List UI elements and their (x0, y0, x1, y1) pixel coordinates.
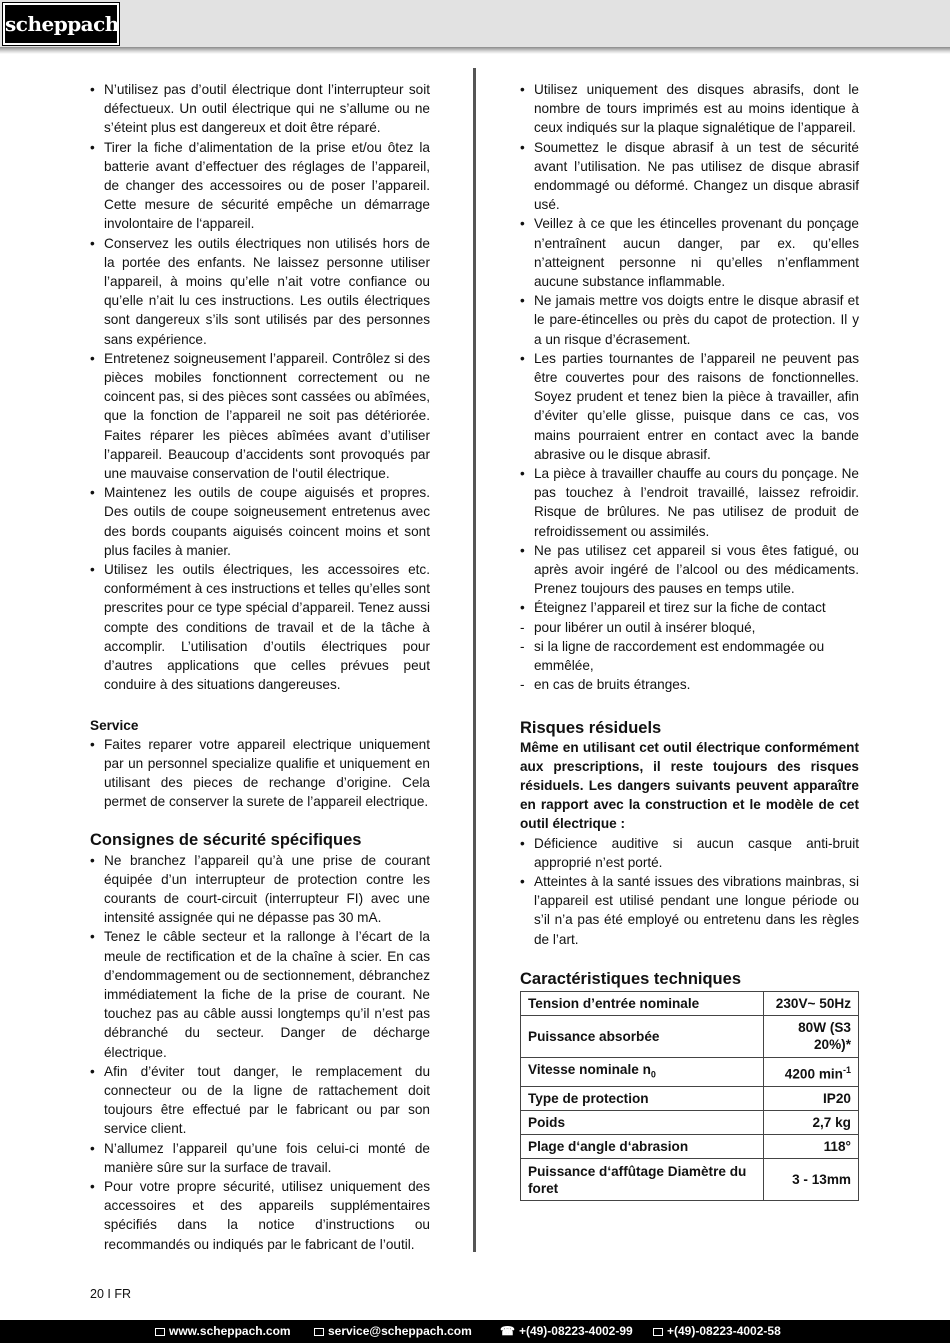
table-row (521, 1135, 859, 1159)
page-number: 20 I FR (90, 1287, 131, 1301)
list-item: • Conservez les outils électriques non utilisés hors de la portée des enfants. Ne laissez personne utiliser l’appareil, à moins qu’elle n’ait votre confiance ou qu’elle n’ait lu ces instructions. Les outils électriques sont dangereux s’ils sont utilisés par des personnes sans expérience. (90, 234, 430, 349)
phone-icon: ☎ (500, 1324, 515, 1338)
list-item: • Soumettez le disque abrasif à un test de sécurité avant l’utilisation. Ne pas utilisez de disque abrasif endommagé ou déformé. Changez un disque abrasif usé. (520, 138, 859, 215)
spec-label: Poids (521, 1111, 764, 1135)
column-divider (473, 68, 476, 1252)
list-item: • La pièce à travailler chauffe au cours du ponçage. Ne pas touchez à l’endroit travaillé, laissez refroidir. Risque de brûlures. Ne pas utilisez de produit de refroidissement ou assimilés. (520, 464, 859, 541)
spec-table (520, 991, 859, 1202)
right-column (520, 80, 859, 1201)
scheppach-logo: scheppach (3, 3, 119, 45)
risques-heading: Risques résiduels (520, 718, 662, 737)
spec-label: Plage d‘angle d‘abrasion (521, 1135, 764, 1159)
footer-fax-text: +(49)-08223-4002-58 (667, 1324, 781, 1338)
list-item: • Les parties tournantes de l’appareil ne peuvent pas être couvertes pour des raisons de fonctionnelles. Soyez prudent et tenez bien la pièce à travailler, afin d’éviter qu’elle glisse, puisque dans ce cas, vos mains pourraient entrer en contact avec la bande abrasive ou le disque abrasif. (520, 349, 859, 464)
computer-icon (155, 1328, 165, 1336)
list-item: • N’utilisez pas d’outil électrique dont l’interrupteur soit défectueux. Un outil électrique qui ne s’allume ou ne s’éteint plus est dangereux et doit être réparé. (90, 80, 430, 138)
spec-label: Type de protection (521, 1087, 764, 1111)
spec-label: Puissance d‘affûtage Diamètre du foret (521, 1159, 764, 1201)
list-item: • Entretenez soigneusement l’appareil. Contrôlez si des pièces mobiles fonctionnent correctement ou ne coincent pas, si des pièces sont cassées ou abîmées, que la fonction de l’appareil ne soit pas détériorée. Faites réparer les pièces abîmées avant d’utiliser l’appareil. Beaucoup d’accidents sont provoqués par une mauvaise conservation de l‘outil électrique. (90, 349, 430, 483)
table-row (521, 1057, 859, 1087)
table-row (521, 1159, 859, 1201)
spec-value: 118° (764, 1135, 859, 1159)
switch-off-cases-list (520, 618, 859, 695)
list-item: • Faites reparer votre appareil electrique uniquement par un personnel specialize qualifie et uniquement en utilisant des pieces de rechange d’origine. Cela permet de conserver la surete de l’appareil electrique. (90, 735, 430, 812)
list-item: • Veillez à ce que les étincelles provenant du ponçage n’entraînent aucun danger, par ex. qu’elles n’atteignent personne ni qu’elles n’enflamment aucune substance inflammable. (520, 214, 859, 291)
dash-item: - pour libérer un outil à insérer bloqué, (520, 618, 859, 637)
list-item: • Utilisez uniquement des disques abrasifs, dont le nombre de tours imprimés est au moins identique à ceux indiqués sur la plaque signalétique de l’appareil. (520, 80, 859, 138)
list-item: • Éteignez l’appareil et tirez sur la fiche de contact (520, 598, 859, 617)
table-row (521, 1087, 859, 1111)
spec-value: 2,7 kg (764, 1111, 859, 1135)
list-item: • Maintenez les outils de coupe aiguisés et propres. Des outils de coupe soigneusement entretenus avec des bords coupants aiguisés coincent moins et sont plus faciles à manier. (90, 483, 430, 560)
spec-value: 80W (S3 20%)* (764, 1015, 859, 1057)
list-item: • Utilisez les outils électriques, les accessoires etc. conformément à ces instructions et telles qu’elles sont prescrites pour ce type spécial d’appareil. Tenez aussi compte des conditions de travail et de la tâche à accomplir. L’utilisation d’outils électriques pour d’autres applications que celles prévues peut conduire à des situations dangereuses. (90, 560, 430, 694)
service-heading: Service (90, 717, 139, 733)
list-item: • Ne pas utilisez cet appareil si vous êtes fatigué, ou après avoir ingéré de l’alcool ou des médicaments. Prenez toujours des pauses en temps utile. (520, 541, 859, 599)
list-item: • Tirer la fiche d’alimentation de la prise et/ou ôtez la batterie avant d’effectuer des réglages de l’appareil, de changer des accessoires ou de poser l’appareil. Cette mesure de sécurité empêche un démarrage involontaire de l‘appareil. (90, 138, 430, 234)
service-list (90, 735, 430, 812)
spec-value-text: 4200 min (784, 1066, 843, 1082)
table-row (521, 1015, 859, 1057)
footer-bar (0, 1320, 950, 1343)
list-item: • Atteintes à la santé issues des vibrations mainbras, si l’appareil est utilisé pendant une longue période ou s’il n’a pas été employé ou entretenu dans les règles de l’art. (520, 872, 859, 949)
spec-value: 230V~ 50Hz (764, 991, 859, 1015)
footer-email-text: service@scheppach.com (328, 1324, 472, 1338)
spec-label-text: Vitesse nominale n (528, 1061, 651, 1077)
general-safety-list (90, 80, 430, 695)
spec-value-sup: -1 (842, 1064, 851, 1075)
list-item: • N’allumez l’appareil qu’une fois celui-ci monté de manière sûre sur la surface de travail. (90, 1139, 430, 1177)
dash-item: - si la ligne de raccordement est endommagée ou emmêlée, (520, 637, 859, 675)
list-item: • Ne jamais mettre vos doigts entre le disque abrasif et le pare-étincelles ou près du capot de protection. Il y a un risque d’écrasement. (520, 291, 859, 349)
footer-fax (653, 1320, 781, 1343)
list-item: • Déficience auditive si aucun casque anti-bruit approprié n’est porté. (520, 834, 859, 872)
table-row (521, 991, 859, 1015)
consignes-list (90, 851, 430, 1254)
risques-list (520, 834, 859, 949)
spec-label: Tension d’entrée nominale (521, 991, 764, 1015)
spec-value: IP20 (764, 1087, 859, 1111)
list-item: • Pour votre propre sécurité, utilisez uniquement des accessoires et des appareils supplémentaires spécifiés dans la notice d’instructions ou recommandés ou indiqués par le fabricant de l’outil. (90, 1177, 430, 1254)
spec-label: Puissance absorbée (521, 1015, 764, 1057)
fax-icon (653, 1328, 663, 1336)
spec-label-sub: 0 (650, 1069, 656, 1080)
header-bar (0, 0, 950, 47)
list-item: • Afin d’éviter tout danger, le remplacement du connecteur ou de la ligne de rattachement doit toujours être effectué par le fabricant ou par son service client. (90, 1062, 430, 1139)
list-item: • Ne branchez l’appareil qu’à une prise de courant équipée d’un interrupteur de protection contre les courants de court-circuit (interrupteur FI) avec une intensité assignée qui ne dépasse pas 30 mA. (90, 851, 430, 928)
footer-website-text: www.scheppach.com (169, 1324, 291, 1338)
footer-email[interactable] (314, 1320, 472, 1343)
spec-value (764, 1057, 859, 1087)
left-column (90, 80, 430, 1254)
footer-website[interactable] (155, 1320, 291, 1343)
footer-phone-text: +(49)-08223-4002-99 (518, 1324, 633, 1338)
risques-intro: Même en utilisant cet outil électrique conformément aux prescriptions, il reste toujours des risques résiduels. Les dangers suivants peuvent apparaître en rapport avec la construction et le modèle de cet outil électrique : (520, 739, 859, 832)
table-row (521, 1111, 859, 1135)
spec-label (521, 1057, 764, 1087)
footer-phone (500, 1320, 633, 1343)
consignes-heading: Consignes de sécurité spécifiques (90, 830, 362, 849)
spec-value: 3 - 13mm (764, 1159, 859, 1201)
carac-heading: Caractéristiques techniques (520, 969, 741, 988)
dash-item: - en cas de bruits étranges. (520, 675, 859, 694)
header-shadow (0, 47, 950, 54)
grinding-safety-list (520, 80, 859, 618)
mail-icon (314, 1328, 324, 1336)
list-item: • Tenez le câble secteur et la rallonge à l’écart de la meule de rectification et de la chaîne à scier. En cas d’endommagement ou de sectionnement, débranchez immédiatement la fiche de la prise de courant. Ne touchez pas au câble aussi longtemps qu’il n’est pas débranché du secteur. Danger de décharge électrique. (90, 927, 430, 1061)
